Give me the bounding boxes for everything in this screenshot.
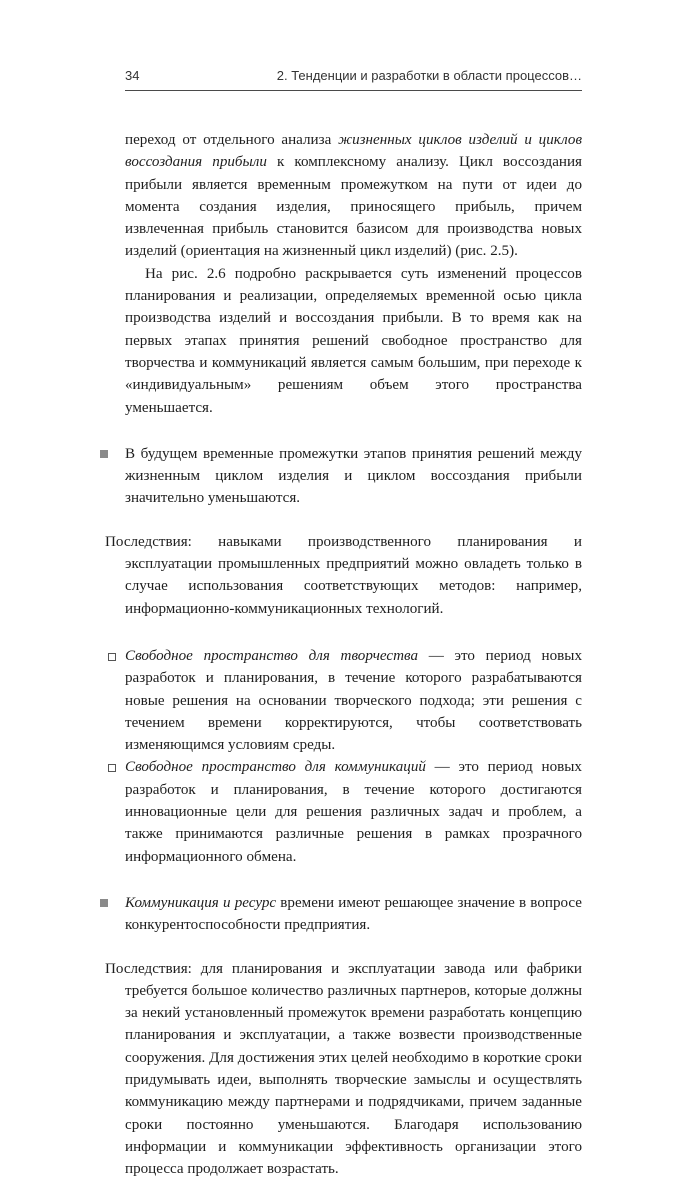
emphasis-text: жизненных циклов изделий и циклов воссоздания прибыли: [125, 132, 582, 170]
header-rule: [125, 90, 582, 91]
checkbox-square-icon: [108, 653, 116, 661]
sub-bullet-item: [125, 645, 582, 756]
consequence-paragraph: Последствия: для планирования и эксплуатации завода или фабрики требуется большое количество различных партнеров, которые должны за некий установленный промежуток времени разработать концепцию планирования и эксплуатации, а также возвести производственные сооружения. Для достижения этих целей необходимо в короткие сроки придумывать идеи, выполнять творческие замыслы и осуществлять коммуникацию между партнерами и подрядчиками, причем заданные сроки постоянно уменьшаются. Благодаря использованию информации и коммуникации эффективность организации этого процесса продолжает возрастать.: [105, 958, 582, 1180]
paragraph-figure-2-6: На рис. 2.6 подробно раскрывается суть изменений процессов планирования и реализации, определяемых временной осью цикла производства изделий и воссоздания прибыли. В то время как на первых этапах принятия решений свободное пространство для творчества и коммуникаций является самым большим, при переходе к «индивидуальным» решениям объем этого пространства уменьшается.: [125, 263, 582, 419]
bullet-square-icon: [100, 899, 108, 907]
bullet-item: [125, 443, 582, 510]
bullet-square-icon: [100, 450, 108, 458]
sub-bullet-item: [125, 756, 582, 867]
running-header: [125, 68, 582, 88]
bullet-text: В будущем временные промежутки этапов принятия решений между жизненным циклом изделия и циклом воссоздания прибыли значительно уменьшаются.: [125, 446, 582, 507]
sub-bullet-text: — это период новых разработок и планирования, в течение которого разрабатываются новые решения на основании творческого подхода; эти решения с течением времени корректируются, чтобы соответствовать изменяющимся условиям среды.: [125, 648, 582, 753]
page-body: [125, 129, 582, 1180]
paragraph-text: к комплексному анализу. Цикл воссоздания прибыли является временным промежутком на пути от идеи до момента создания изделия, приносящего прибыль, причем извлеченная прибыль становится базисом для производства новых изделий (ориентация на жизненный цикл изделий) (рис. 2.5).: [125, 154, 582, 259]
checkbox-square-icon: [108, 764, 116, 772]
page-number: 34: [125, 68, 139, 83]
chapter-title: 2. Тенденции и разработки в области процессов…: [277, 68, 582, 83]
bullet-text: времени имеют решающее значение в вопросе конкурентоспособности предприятия.: [125, 895, 582, 933]
consequence-paragraph: Последствия: навыками производственного планирования и эксплуатации промышленных предприятий можно овладеть только в случае использования соответствующих методов: например, информационно-коммуникационных технологий.: [105, 531, 582, 620]
bullet-item: [125, 892, 582, 937]
emphasis-text: Коммуникация и ресурс: [125, 895, 276, 911]
paragraph-lifecycle: [125, 129, 582, 263]
sub-bullet-text: — это период новых разработок и планирования, в течение которого достигаются инновационные цели для решения различных задач и проблем, а также принимаются различные решения в рамках прозрачного информационного обмена.: [125, 759, 582, 864]
emphasis-text: Свободное пространство для творчества: [125, 648, 418, 664]
paragraph-text: переход от отдельного анализа: [125, 132, 338, 148]
emphasis-text: Свободное пространство для коммуникаций: [125, 759, 426, 775]
